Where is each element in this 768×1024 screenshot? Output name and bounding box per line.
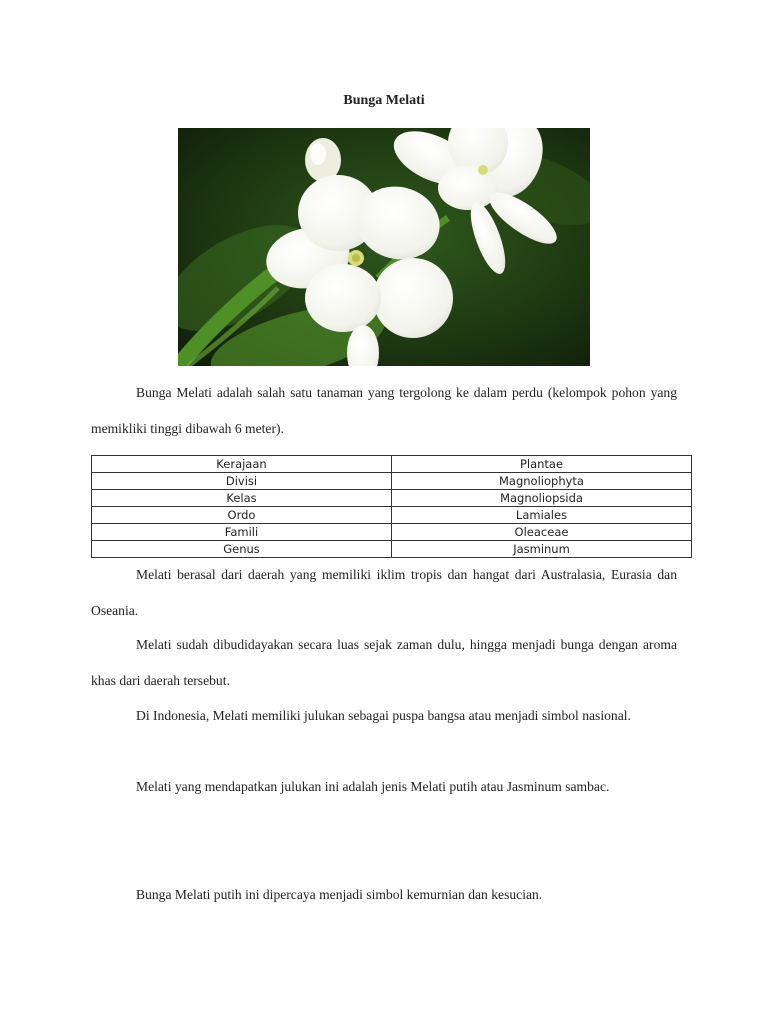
taxonomy-rank: Kerajaan xyxy=(92,456,392,473)
taxonomy-value: Lamiales xyxy=(392,507,692,524)
jasmine-photo xyxy=(178,128,590,366)
symbol-paragraph: Bunga Melati putih ini dipercaya menjadi simbol kemurnian dan kesucian. xyxy=(136,887,543,902)
table-row xyxy=(92,490,692,507)
taxonomy-table xyxy=(91,455,692,558)
taxonomy-rank: Ordo xyxy=(92,507,392,524)
document-title: Bunga Melati xyxy=(343,93,425,108)
taxonomy-value: Magnoliopsida xyxy=(392,490,692,507)
taxonomy-rank: Famili xyxy=(92,524,392,541)
table-row xyxy=(92,456,692,473)
indonesia-paragraph: Di Indonesia, Melati memiliki julukan sebagai puspa bangsa atau menjadi simbol nasional. xyxy=(136,708,631,723)
table-row xyxy=(92,541,692,558)
origin-paragraph: Melati berasal dari daerah yang memiliki iklim tropis dan hangat dari Australasia, Eurasia dan Oseania. xyxy=(91,567,677,618)
cultivation-paragraph: Melati sudah dibudidayakan secara luas sejak zaman dulu, hingga menjadi bunga dengan aroma khas dari daerah tersebut. xyxy=(91,637,677,688)
taxonomy-rank: Genus xyxy=(92,541,392,558)
intro-paragraph: Bunga Melati adalah salah satu tanaman yang tergolong ke dalam perdu (kelompok pohon yang memikliki tinggi dibawah 6 meter). xyxy=(91,385,677,436)
taxonomy-rank: Kelas xyxy=(92,490,392,507)
taxonomy-value: Jasminum xyxy=(392,541,692,558)
species-paragraph: Melati yang mendapatkan julukan ini adalah jenis Melati putih atau Jasminum sambac. xyxy=(136,779,610,794)
table-row xyxy=(92,507,692,524)
table-row xyxy=(92,524,692,541)
taxonomy-rank: Divisi xyxy=(92,473,392,490)
table-row xyxy=(92,473,692,490)
taxonomy-value: Plantae xyxy=(392,456,692,473)
taxonomy-value: Oleaceae xyxy=(392,524,692,541)
taxonomy-value: Magnoliophyta xyxy=(392,473,692,490)
